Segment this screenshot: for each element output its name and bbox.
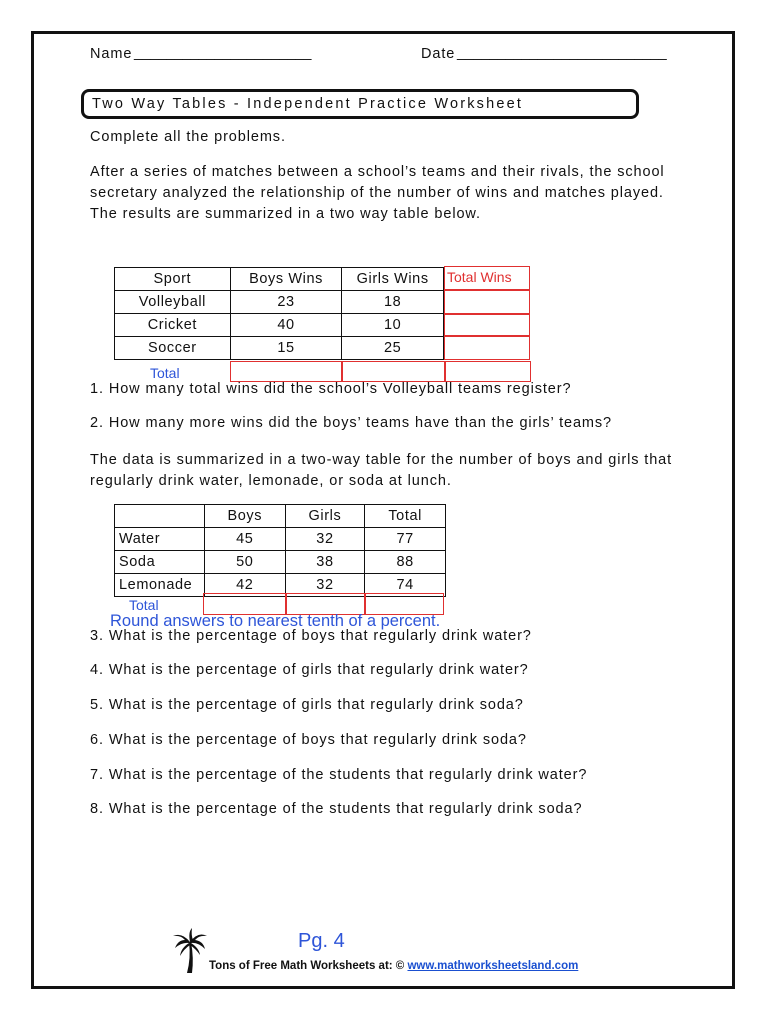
footer bbox=[209, 960, 578, 972]
total-answer-box[interactable] bbox=[230, 361, 342, 382]
table-cell: Soccer bbox=[115, 337, 231, 360]
worksheet-title: Two Way Tables - Independent Practice Worksheet bbox=[92, 96, 524, 112]
table-cell: 15 bbox=[230, 337, 342, 360]
total-wins-answer-box[interactable] bbox=[444, 336, 530, 360]
worksheet-title-box bbox=[81, 89, 639, 119]
table-cell: 77 bbox=[365, 528, 446, 551]
table-header-cell: Sport bbox=[115, 268, 231, 291]
date-blank[interactable]: __________________________ bbox=[457, 45, 667, 61]
date-label: Date bbox=[421, 46, 456, 62]
question-1: 1. How many total wins did the school’s Volleyball teams register? bbox=[90, 381, 572, 397]
table-cell: 32 bbox=[285, 528, 365, 551]
total-answer-box[interactable] bbox=[445, 361, 531, 382]
page-number: Pg. 4 bbox=[298, 930, 345, 952]
table-header-cell: Total bbox=[365, 505, 446, 528]
total-wins-answer-box[interactable] bbox=[444, 314, 530, 336]
question-7: 7. What is the percentage of the students that regularly drink water? bbox=[90, 767, 588, 783]
table2-total-label: Total bbox=[129, 597, 159, 613]
table-row bbox=[115, 291, 444, 314]
rounding-note: Round answers to nearest tenth of a percent. bbox=[110, 612, 441, 630]
table-cell: Soda bbox=[115, 551, 205, 574]
total-wins-answer-box[interactable] bbox=[444, 290, 530, 314]
table-cell: 10 bbox=[342, 314, 444, 337]
table-header-cell bbox=[115, 505, 205, 528]
table-cell: 25 bbox=[342, 337, 444, 360]
table-cell: 42 bbox=[204, 574, 285, 597]
question-4: 4. What is the percentage of girls that regularly drink water? bbox=[90, 662, 529, 678]
footer-link[interactable]: www.mathworksheetsland.com bbox=[407, 960, 579, 972]
total-answer-box[interactable] bbox=[342, 361, 445, 382]
wins-table bbox=[114, 267, 444, 360]
table-header-cell: Boys Wins bbox=[230, 268, 342, 291]
footer-text: Tons of Free Math Worksheets at: © bbox=[209, 960, 405, 972]
table-row bbox=[115, 314, 444, 337]
table-cell: 32 bbox=[285, 574, 365, 597]
question-6: 6. What is the percentage of boys that regularly drink soda? bbox=[90, 732, 527, 748]
name-label: Name bbox=[90, 46, 133, 62]
table-cell: Lemonade bbox=[115, 574, 205, 597]
table-cell: 88 bbox=[365, 551, 446, 574]
name-blank[interactable]: ______________________ bbox=[134, 45, 312, 61]
table-cell: 38 bbox=[285, 551, 365, 574]
intro-paragraph-1: After a series of matches between a school’s teams and their rivals, the school secretary analyzed the relationship of the number of wins and matches played. The results are summarized in a two way table below. bbox=[90, 164, 665, 222]
table-cell: 45 bbox=[204, 528, 285, 551]
table-cell: Cricket bbox=[115, 314, 231, 337]
intro-paragraph-2: The data is summarized in a two-way table for the number of boys and girls that regularly drink water, lemonade, or soda at lunch. bbox=[90, 452, 673, 489]
table-header-cell: Girls bbox=[285, 505, 365, 528]
total-wins-header-box bbox=[444, 266, 530, 290]
table-header-cell: Boys bbox=[204, 505, 285, 528]
table-header-cell: Girls Wins bbox=[342, 268, 444, 291]
question-2: 2. How many more wins did the boys’ teams have than the girls’ teams? bbox=[90, 415, 613, 431]
table-row bbox=[115, 337, 444, 360]
table-cell: 23 bbox=[230, 291, 342, 314]
table-row bbox=[115, 528, 446, 551]
palm-tree-icon bbox=[172, 928, 208, 974]
table-row bbox=[115, 551, 446, 574]
instructions: Complete all the problems. bbox=[90, 129, 286, 145]
table-row bbox=[115, 505, 446, 528]
table-row bbox=[115, 268, 444, 291]
total-wins-header: Total Wins bbox=[447, 269, 512, 285]
drinks-table bbox=[114, 504, 446, 597]
table-cell: Volleyball bbox=[115, 291, 231, 314]
table-cell: 18 bbox=[342, 291, 444, 314]
table-cell: 74 bbox=[365, 574, 446, 597]
table-cell: 50 bbox=[204, 551, 285, 574]
table-cell: Water bbox=[115, 528, 205, 551]
table-cell: 40 bbox=[230, 314, 342, 337]
question-3: 3. What is the percentage of boys that regularly drink water? bbox=[90, 628, 532, 644]
table1-total-label: Total bbox=[150, 365, 180, 381]
question-8: 8. What is the percentage of the students that regularly drink soda? bbox=[90, 801, 583, 817]
question-5: 5. What is the percentage of girls that regularly drink soda? bbox=[90, 697, 524, 713]
